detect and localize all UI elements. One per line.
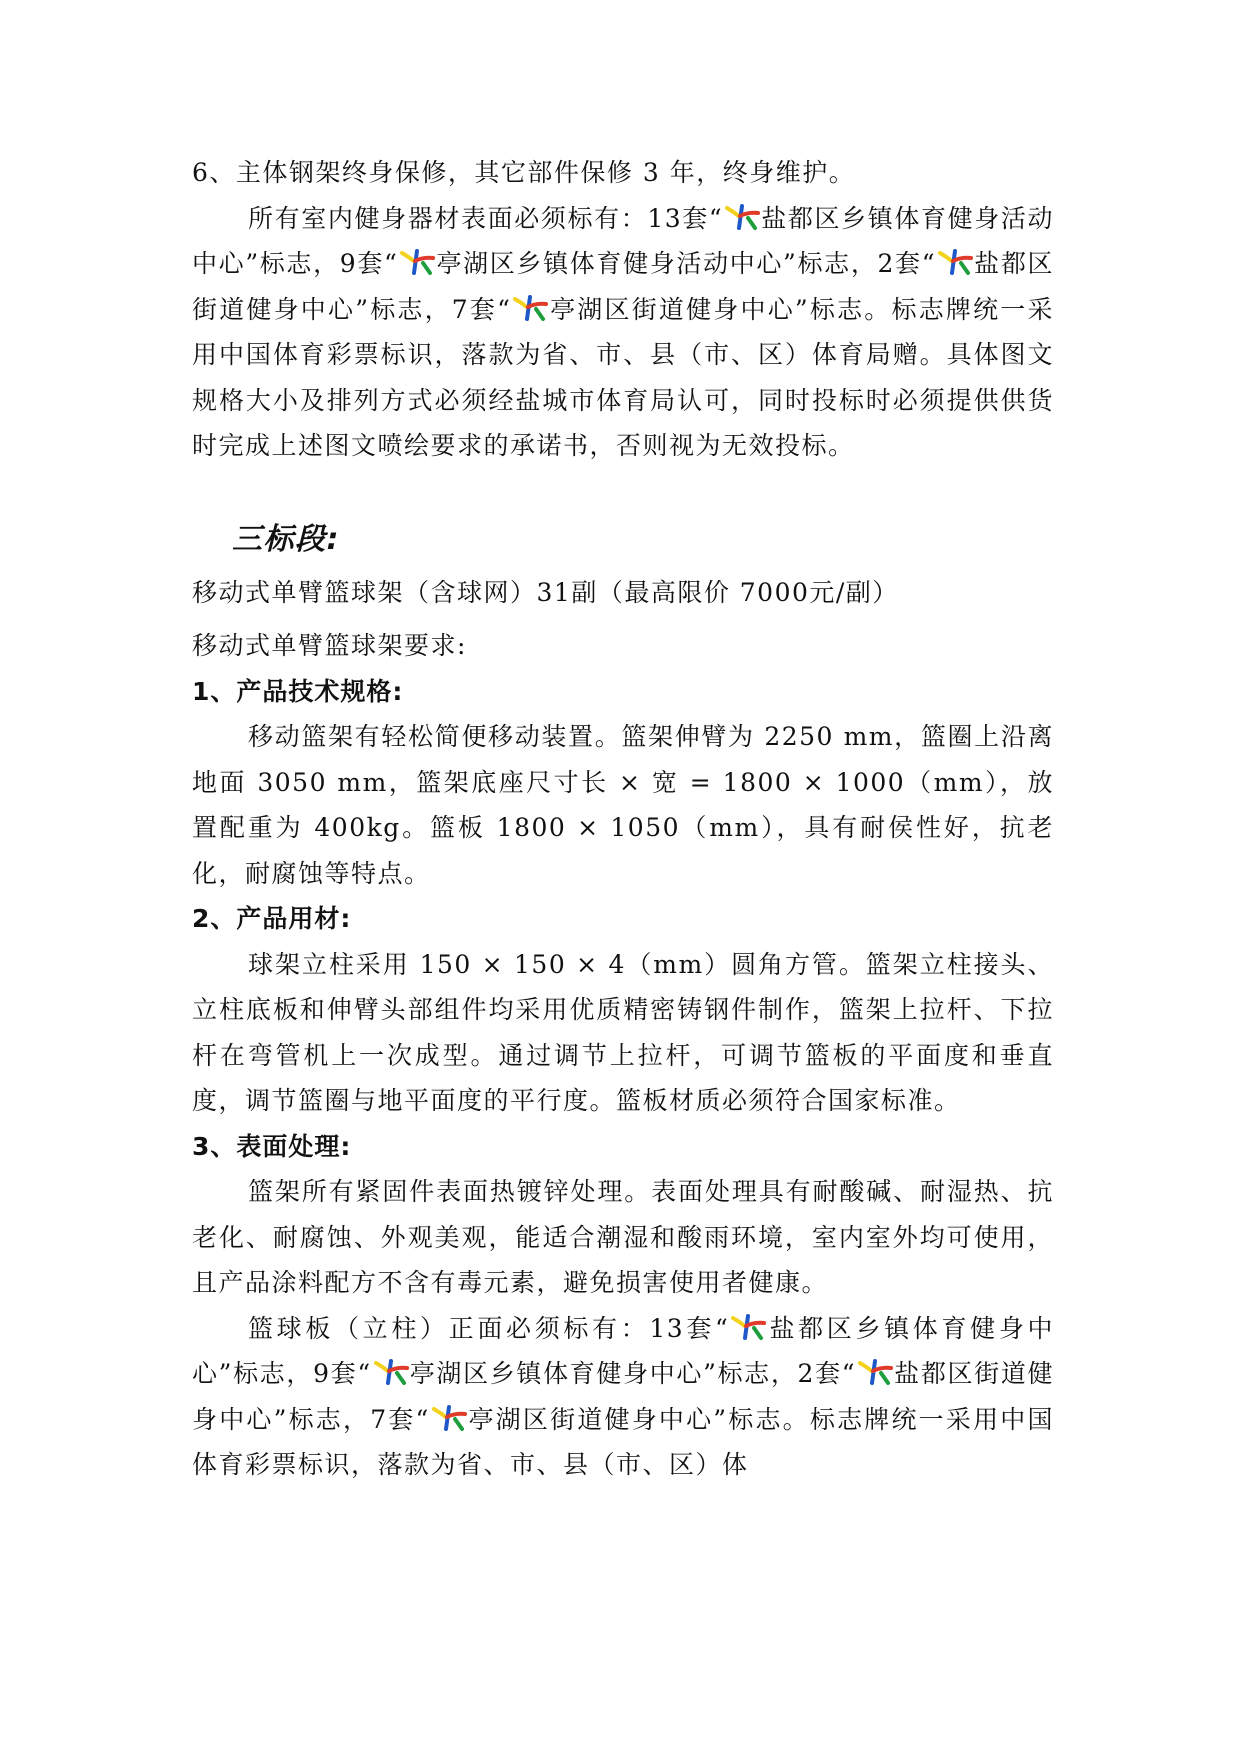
section-title: 三标段: bbox=[232, 521, 340, 557]
document-page bbox=[192, 150, 1054, 1488]
sports-lottery-logo-icon bbox=[857, 1359, 893, 1385]
sports-lottery-logo-icon bbox=[937, 249, 973, 275]
text-run: 亭湖区街道健身中心”标志。标志牌统一采用中国体育彩票标识，落款为省、市、县（市、区）体 bbox=[192, 1404, 1054, 1479]
materials-paragraph: 球架立柱采用 150 × 150 × 4（mm）圆角方管。篮架立柱接头、立柱底板和伸臂头部组件均采用优质精密铸钢件制作，篮架上拉杆、下拉杆在弯管机上一次成型。通过调节上拉杆，可调节篮板的平面度和垂直度，调节篮圈与地平面度的平行度。篮板材质必须符合国家标准。 bbox=[192, 949, 1054, 1115]
backboard-marking-paragraph bbox=[192, 1306, 1054, 1488]
heading-surface-treatment: 3、表面处理: bbox=[192, 1131, 352, 1161]
text-run: 盐都区乡镇体育健身活动中心”标志，9套“ bbox=[192, 203, 1054, 278]
heading-tech-spec: 1、产品技术规格: bbox=[192, 676, 404, 706]
sports-lottery-logo-icon bbox=[431, 1405, 467, 1431]
lot-item: 移动式单臂篮球架（含球网）31副（最高限价 7000元/副） bbox=[192, 577, 899, 607]
heading-materials: 2、产品用材: bbox=[192, 904, 352, 933]
sports-lottery-logo-icon bbox=[399, 249, 435, 275]
text-run: 盐都区街道健身中心”标志，7套“ bbox=[192, 249, 1054, 324]
text-run: 盐都区乡镇体育健身中心”标志，9套“ bbox=[192, 1313, 1054, 1388]
text-run: 篮球板（立柱）正面必须标有：13套“ bbox=[248, 1313, 730, 1343]
requirements-intro: 移动式单臂篮球架要求: bbox=[192, 631, 467, 660]
clause-6: 6、主体钢架终身保修，其它部件保修 3 年，终身维护。 bbox=[192, 158, 856, 187]
sports-lottery-logo-icon bbox=[724, 204, 760, 230]
surface-treatment-paragraph: 篮架所有紧固件表面热镀锌处理。表面处理具有耐酸碱、耐湿热、抗老化、耐腐蚀、外观美观，能适合潮湿和酸雨环境，室内室外均可使用，且产品涂料配方不含有毒元素，避免损害使用者健康。 bbox=[192, 1177, 1054, 1297]
marking-requirement-paragraph bbox=[192, 196, 1054, 469]
text-run: 亭湖区乡镇体育健身中心”标志，2套“ bbox=[409, 1359, 857, 1388]
text-run: 亭湖区街道健身中心”标志。标志牌统一采用中国体育彩票标识，落款为省、市、县（市、区）体育局赠。具体图文规格大小及排列方式必须经盐城市体育局认可，同时投标时必须提供供货时完成上述图文喷绘要求的承诺书，否则视为无效投标。 bbox=[192, 294, 1054, 460]
sports-lottery-logo-icon bbox=[373, 1359, 409, 1385]
text-run: 所有室内健身器材表面必须标有：13套“ bbox=[248, 203, 724, 233]
sports-lottery-logo-icon bbox=[512, 295, 548, 321]
tech-spec-paragraph: 移动篮架有轻松简便移动装置。篮架伸臂为 2250 mm，篮圈上沿离地面 3050 mm，篮架底座尺寸长 × 宽 = 1800 × 1000（mm），放置配重为 400kg。篮板 1800 × 1050（mm），具有耐侯性好，抗老化，耐腐蚀等特点。 bbox=[192, 722, 1054, 888]
text-run: 盐都区街道健身中心”标志，7套“ bbox=[192, 1359, 1054, 1434]
sports-lottery-logo-icon bbox=[730, 1314, 766, 1340]
text-run: 亭湖区乡镇体育健身活动中心”标志，2套“ bbox=[436, 249, 936, 278]
